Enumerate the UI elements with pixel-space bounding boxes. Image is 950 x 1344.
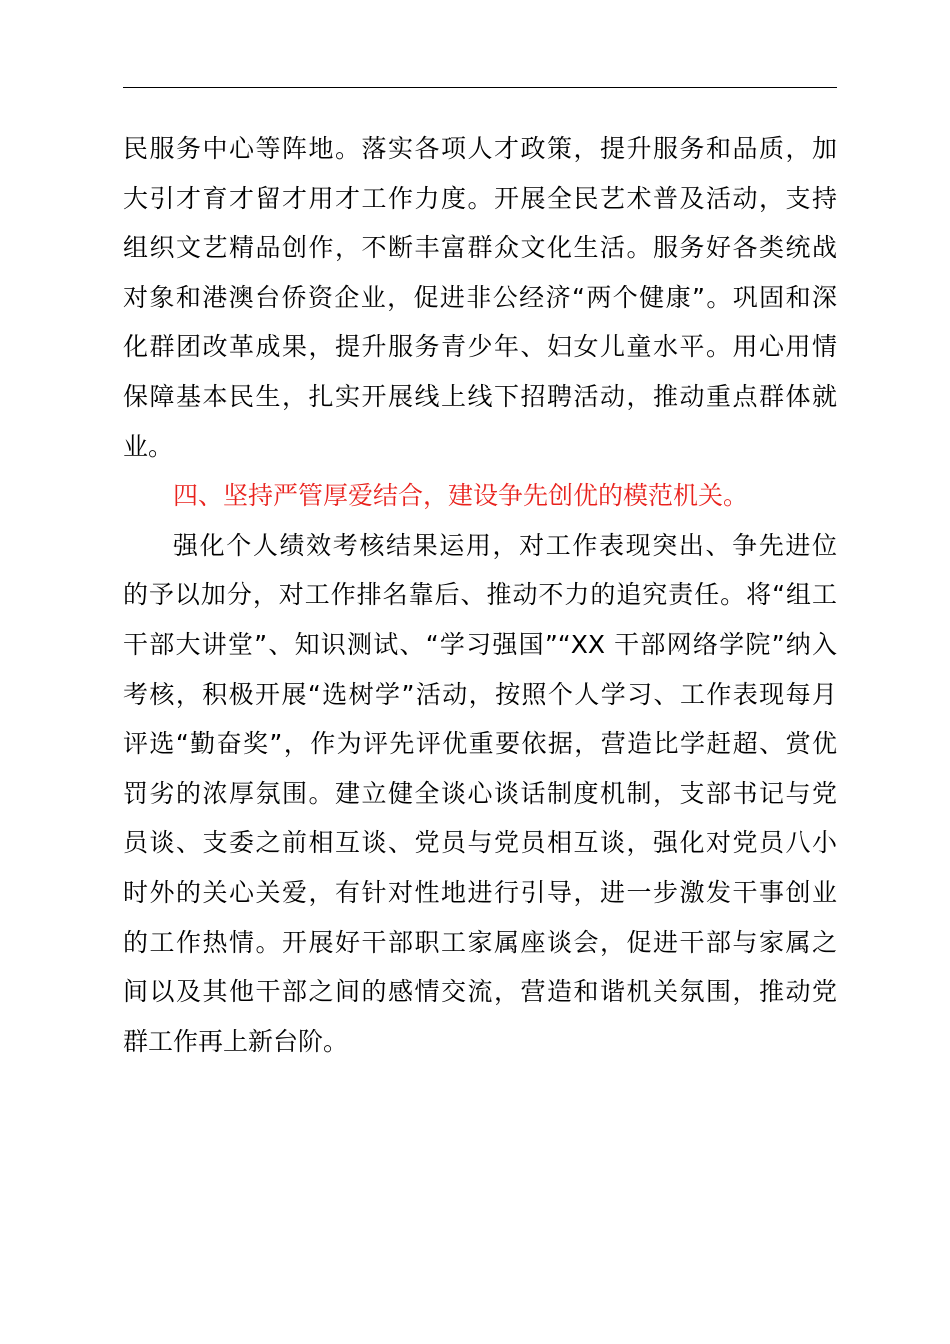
- paragraph-performance-assessment: [123, 521, 837, 1067]
- text-line: 时外的关心关爱，有针对性地进行引导，进一步激发干事创业: [123, 877, 837, 907]
- header-rule: [123, 87, 837, 88]
- text-line: 考核，积极开展“选树学”活动，按照个人学习、工作表现每月: [123, 679, 837, 709]
- text-line: 间以及其他干部之间的感情交流，营造和谐机关氛围，推动党: [123, 977, 837, 1007]
- text-line: 的工作热情。开展好干部职工家属座谈会，促进干部与家属之: [123, 927, 837, 957]
- section-heading: 四、坚持严管厚爱结合，建设争先创优的模范机关。: [173, 481, 749, 511]
- text-line: 对象和港澳台侨资企业，促进非公经济“两个健康”。巩固和深: [123, 282, 837, 312]
- document-body: [123, 124, 837, 1066]
- text-line: 强化个人绩效考核结果运用，对工作表现突出、争先进位: [173, 530, 837, 560]
- text-line: 保障基本民生，扎实开展线上线下招聘活动，推动重点群体就: [123, 381, 837, 411]
- text-line: 化群团改革成果，提升服务青少年、妇女儿童水平。用心用情: [123, 332, 837, 362]
- text-line: 评选“勤奋奖”，作为评先评优重要依据，营造比学赶超、赏优: [123, 729, 837, 759]
- text-line: 群工作再上新台阶。: [123, 1026, 349, 1056]
- text-line: 大引才育才留才用才工作力度。开展全民艺术普及活动，支持: [123, 183, 837, 213]
- text-line: 业。: [123, 431, 174, 461]
- text-line: 民服务中心等阵地。落实各项人才政策，提升服务和品质，加: [123, 134, 837, 163]
- text-line: 干部大讲堂”、知识测试、“学习强国”“XX 干部网络学院”纳入: [123, 629, 837, 659]
- text-line: 罚劣的浓厚氛围。建立健全谈心谈话制度机制，支部书记与党: [123, 778, 837, 808]
- text-line: 员谈、支委之前相互谈、党员与党员相互谈，强化对党员八小: [123, 828, 837, 858]
- text-line: 组织文艺精品创作，不断丰富群众文化生活。服务好各类统战: [123, 233, 837, 263]
- paragraph-service-center: [123, 124, 837, 471]
- text-line: 的予以加分，对工作排名靠后、推动不力的追究责任。将“组工: [123, 580, 837, 610]
